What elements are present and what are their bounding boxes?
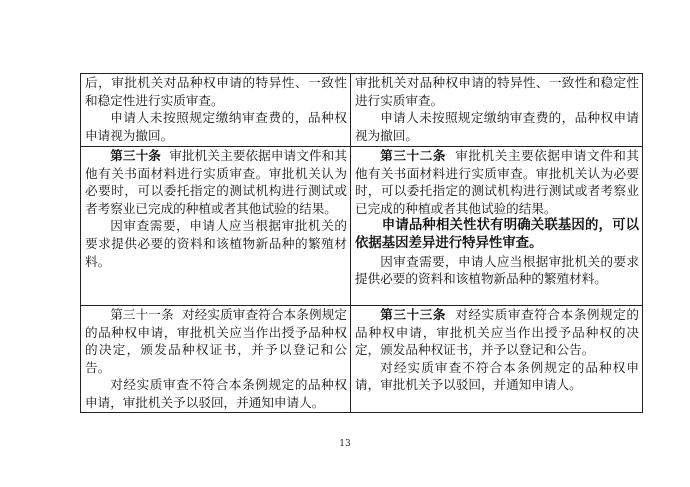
paragraph: 因审查需要，申请人应当根据审批机关的要求提供必要的资料和该植物新品种的繁殖材料。 xyxy=(355,253,639,287)
comparison-table xyxy=(80,73,643,413)
article-text: 对经实质审查符合本条例规定的品种权申请，审批机关应当作出授予品种权的决定，颁发品种权证书，并予以登记和公告。 xyxy=(85,307,348,375)
article-paragraph xyxy=(355,147,639,217)
article-label: 第三十一条 xyxy=(110,307,174,322)
page-number: 13 xyxy=(339,439,351,449)
paragraph: 对经实质审查不符合本条例规定的品种权申请，审批机关予以驳回，并通知申请人。 xyxy=(85,377,347,410)
table-row xyxy=(81,306,643,413)
table-row xyxy=(81,74,643,147)
paragraph: 对经实质审查不符合本条例规定的品种权申请，审批机关予以驳回，并通知申请人。 xyxy=(355,359,639,393)
table-cell-new xyxy=(351,74,643,147)
table-cell-old xyxy=(81,306,351,413)
article-paragraph xyxy=(355,306,639,359)
table-row xyxy=(81,147,643,306)
paragraph: 审批机关对品种权申请的特异性、一致性和稳定性进行实质审查。 xyxy=(355,75,639,108)
article-label: 第三十二条 xyxy=(380,148,447,163)
article-text: 对经实质审查符合本条例规定的品种权申请，审批机关应当作出授予品种权的决定，颁发品种权证书，并予以登记和公告。 xyxy=(355,307,640,358)
article-label: 第三十条 xyxy=(110,148,162,163)
paragraph: 因审查需要，申请人应当根据审批机关的要求提供必要的资料和该植物新品种的繁殖材料。 xyxy=(85,218,347,269)
table-cell-new xyxy=(351,306,643,413)
table-cell-new xyxy=(351,147,643,306)
paragraph: 申请人未按照规定缴纳审查费的，品种权申请视为撤回。 xyxy=(355,110,639,143)
article-text: 审批机关主要依据申请文件和其他有关书面材料进行实质审查。审批机关认为必要时，可以委托指定的测试机构进行测试或者考察业已完成的种植或者其他试验的结果。 xyxy=(85,148,348,216)
added-paragraph: 申请品种相关性状有明确关联基因的，可以依据基因差异进行特异性审查。 xyxy=(355,217,639,251)
article-text: 审批机关主要依据申请文件和其他有关书面材料进行实质审查。审批机关认为必要时，可以委托指定的测试机构进行测试或者考察业已完成的种植或者其他试验的结果。 xyxy=(355,148,640,216)
paragraph: 后，审批机关对品种权申请的特异性、一致性和稳定性进行实质审查。 xyxy=(85,75,347,108)
paragraph: 申请人未按照规定缴纳审查费的，品种权申请视为撤回。 xyxy=(85,110,347,143)
article-label: 第三十三条 xyxy=(380,307,447,322)
article-paragraph xyxy=(85,147,347,217)
article-paragraph xyxy=(85,306,347,376)
table-cell-old xyxy=(81,74,351,147)
table-cell-old xyxy=(81,147,351,306)
